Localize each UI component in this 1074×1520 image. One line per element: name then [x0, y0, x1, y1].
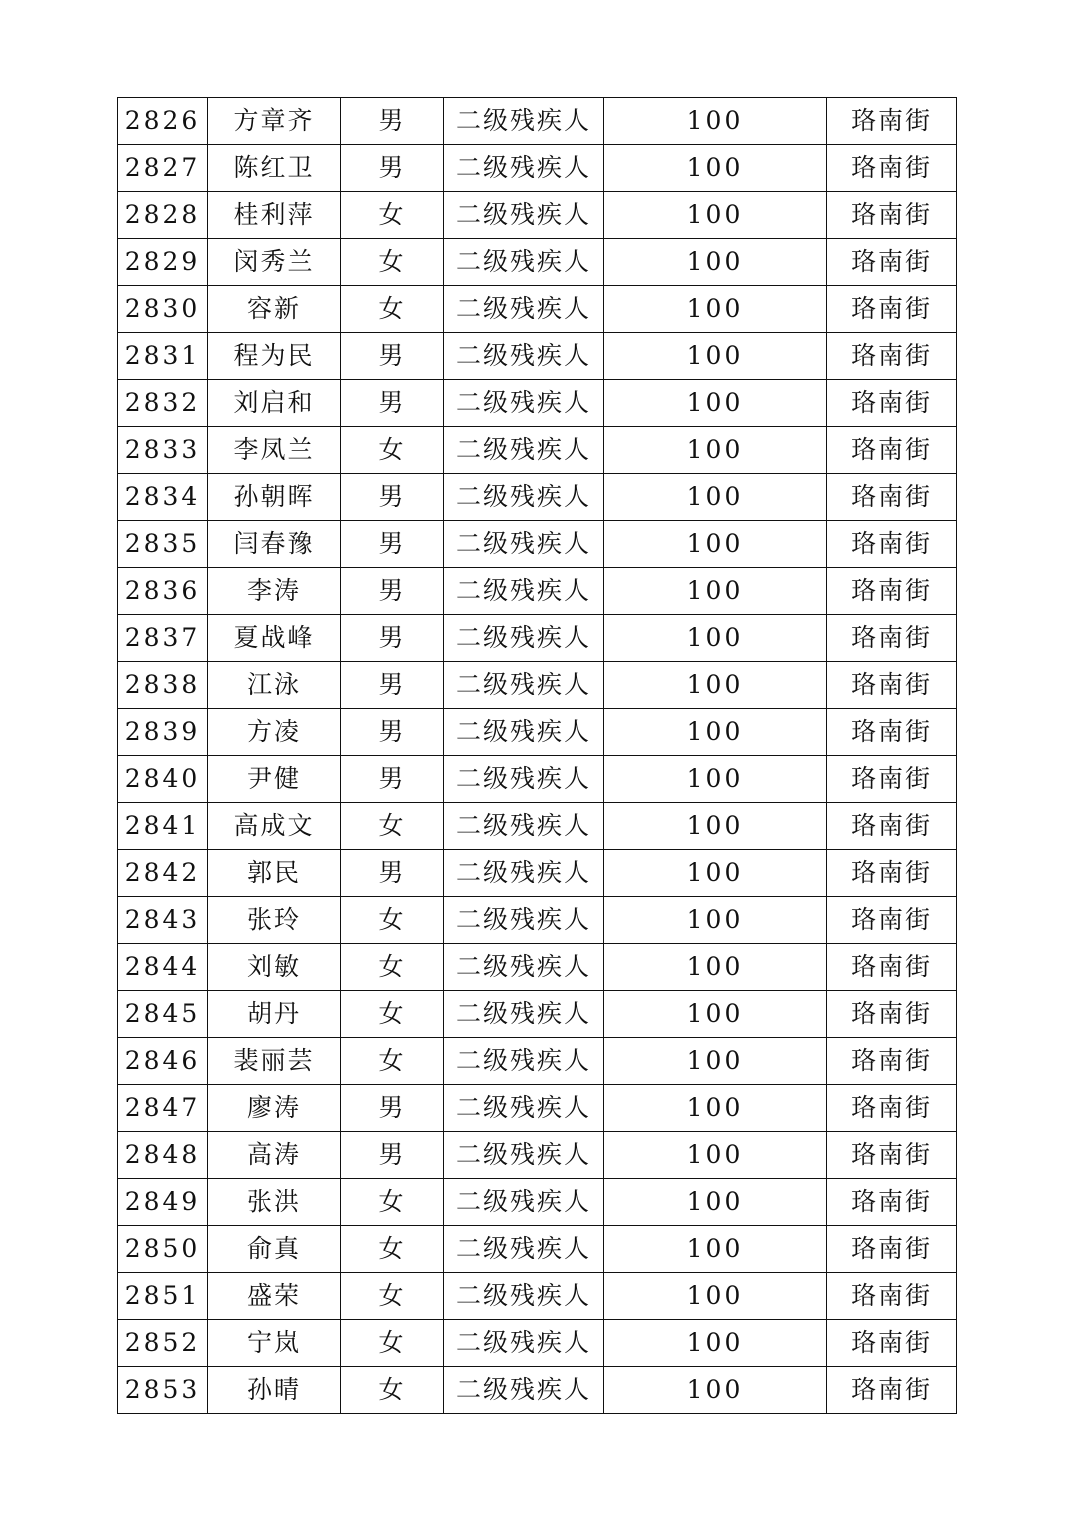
- gender-cell: 男: [341, 662, 444, 709]
- disability-level-cell: 二级残疾人: [444, 192, 604, 239]
- table-row: [118, 286, 957, 333]
- table-row: [118, 991, 957, 1038]
- street-cell: 珞南街: [827, 568, 957, 615]
- street-cell: 珞南街: [827, 1367, 957, 1414]
- disability-level-cell: 二级残疾人: [444, 1273, 604, 1320]
- amount-cell: 100: [604, 709, 827, 756]
- name-cell: 尹健: [208, 756, 341, 803]
- name-cell: 盛荣: [208, 1273, 341, 1320]
- row-number-cell: 2844: [118, 944, 208, 991]
- disability-level-cell: 二级残疾人: [444, 662, 604, 709]
- row-number-cell: 2832: [118, 380, 208, 427]
- amount-cell: 100: [604, 568, 827, 615]
- gender-cell: 男: [341, 756, 444, 803]
- amount-cell: 100: [604, 1085, 827, 1132]
- table-row: [118, 1367, 957, 1414]
- name-cell: 张洪: [208, 1179, 341, 1226]
- name-cell: 郭民: [208, 850, 341, 897]
- gender-cell: 男: [341, 709, 444, 756]
- street-cell: 珞南街: [827, 615, 957, 662]
- name-cell: 孙晴: [208, 1367, 341, 1414]
- table-row: [118, 850, 957, 897]
- disability-level-cell: 二级残疾人: [444, 1038, 604, 1085]
- amount-cell: 100: [604, 286, 827, 333]
- name-cell: 闫春豫: [208, 521, 341, 568]
- name-cell: 刘敏: [208, 944, 341, 991]
- row-number-cell: 2840: [118, 756, 208, 803]
- table-row: [118, 239, 957, 286]
- row-number-cell: 2848: [118, 1132, 208, 1179]
- gender-cell: 女: [341, 1273, 444, 1320]
- street-cell: 珞南街: [827, 897, 957, 944]
- name-cell: 陈红卫: [208, 145, 341, 192]
- gender-cell: 男: [341, 1085, 444, 1132]
- disability-level-cell: 二级残疾人: [444, 991, 604, 1038]
- row-number-cell: 2829: [118, 239, 208, 286]
- disability-level-cell: 二级残疾人: [444, 239, 604, 286]
- disability-level-cell: 二级残疾人: [444, 850, 604, 897]
- roster-table: [117, 97, 957, 1414]
- table-row: [118, 1132, 957, 1179]
- street-cell: 珞南街: [827, 239, 957, 286]
- table-row: [118, 709, 957, 756]
- gender-cell: 男: [341, 474, 444, 521]
- name-cell: 方章齐: [208, 98, 341, 145]
- gender-cell: 女: [341, 1226, 444, 1273]
- disability-level-cell: 二级残疾人: [444, 1320, 604, 1367]
- table-row: [118, 568, 957, 615]
- table-row: [118, 474, 957, 521]
- row-number-cell: 2851: [118, 1273, 208, 1320]
- name-cell: 高涛: [208, 1132, 341, 1179]
- gender-cell: 男: [341, 145, 444, 192]
- street-cell: 珞南街: [827, 662, 957, 709]
- street-cell: 珞南街: [827, 1085, 957, 1132]
- disability-level-cell: 二级残疾人: [444, 897, 604, 944]
- name-cell: 张玲: [208, 897, 341, 944]
- row-number-cell: 2827: [118, 145, 208, 192]
- row-number-cell: 2835: [118, 521, 208, 568]
- table-row: [118, 1179, 957, 1226]
- gender-cell: 女: [341, 1038, 444, 1085]
- gender-cell: 女: [341, 1179, 444, 1226]
- amount-cell: 100: [604, 1132, 827, 1179]
- amount-cell: 100: [604, 1273, 827, 1320]
- gender-cell: 女: [341, 192, 444, 239]
- table-row: [118, 944, 957, 991]
- amount-cell: 100: [604, 98, 827, 145]
- amount-cell: 100: [604, 1320, 827, 1367]
- amount-cell: 100: [604, 192, 827, 239]
- row-number-cell: 2833: [118, 427, 208, 474]
- street-cell: 珞南街: [827, 756, 957, 803]
- name-cell: 李凤兰: [208, 427, 341, 474]
- amount-cell: 100: [604, 145, 827, 192]
- name-cell: 裴丽芸: [208, 1038, 341, 1085]
- gender-cell: 男: [341, 850, 444, 897]
- row-number-cell: 2831: [118, 333, 208, 380]
- table-row: [118, 662, 957, 709]
- row-number-cell: 2841: [118, 803, 208, 850]
- row-number-cell: 2839: [118, 709, 208, 756]
- disability-level-cell: 二级残疾人: [444, 1226, 604, 1273]
- gender-cell: 女: [341, 427, 444, 474]
- row-number-cell: 2842: [118, 850, 208, 897]
- gender-cell: 女: [341, 239, 444, 286]
- roster-table-body: [118, 98, 957, 1414]
- disability-level-cell: 二级残疾人: [444, 98, 604, 145]
- name-cell: 李涛: [208, 568, 341, 615]
- name-cell: 桂利萍: [208, 192, 341, 239]
- row-number-cell: 2830: [118, 286, 208, 333]
- disability-level-cell: 二级残疾人: [444, 333, 604, 380]
- gender-cell: 男: [341, 521, 444, 568]
- disability-level-cell: 二级残疾人: [444, 1367, 604, 1414]
- table-row: [118, 756, 957, 803]
- amount-cell: 100: [604, 1367, 827, 1414]
- name-cell: 闵秀兰: [208, 239, 341, 286]
- gender-cell: 女: [341, 897, 444, 944]
- name-cell: 宁岚: [208, 1320, 341, 1367]
- amount-cell: 100: [604, 991, 827, 1038]
- table-row: [118, 427, 957, 474]
- row-number-cell: 2834: [118, 474, 208, 521]
- row-number-cell: 2828: [118, 192, 208, 239]
- gender-cell: 女: [341, 1367, 444, 1414]
- amount-cell: 100: [604, 427, 827, 474]
- disability-level-cell: 二级残疾人: [444, 521, 604, 568]
- street-cell: 珞南街: [827, 850, 957, 897]
- table-row: [118, 98, 957, 145]
- name-cell: 廖涛: [208, 1085, 341, 1132]
- table-row: [118, 192, 957, 239]
- street-cell: 珞南街: [827, 98, 957, 145]
- table-row: [118, 803, 957, 850]
- gender-cell: 女: [341, 1320, 444, 1367]
- street-cell: 珞南街: [827, 192, 957, 239]
- amount-cell: 100: [604, 615, 827, 662]
- street-cell: 珞南街: [827, 1132, 957, 1179]
- disability-level-cell: 二级残疾人: [444, 944, 604, 991]
- disability-level-cell: 二级残疾人: [444, 145, 604, 192]
- street-cell: 珞南街: [827, 521, 957, 568]
- table-row: [118, 1226, 957, 1273]
- disability-level-cell: 二级残疾人: [444, 380, 604, 427]
- row-number-cell: 2826: [118, 98, 208, 145]
- table-row: [118, 1085, 957, 1132]
- name-cell: 高成文: [208, 803, 341, 850]
- name-cell: 刘启和: [208, 380, 341, 427]
- amount-cell: 100: [604, 474, 827, 521]
- street-cell: 珞南街: [827, 803, 957, 850]
- gender-cell: 女: [341, 803, 444, 850]
- table-row: [118, 897, 957, 944]
- gender-cell: 女: [341, 944, 444, 991]
- name-cell: 程为民: [208, 333, 341, 380]
- row-number-cell: 2836: [118, 568, 208, 615]
- row-number-cell: 2845: [118, 991, 208, 1038]
- disability-level-cell: 二级残疾人: [444, 756, 604, 803]
- street-cell: 珞南街: [827, 1179, 957, 1226]
- amount-cell: 100: [604, 803, 827, 850]
- amount-cell: 100: [604, 239, 827, 286]
- street-cell: 珞南街: [827, 474, 957, 521]
- row-number-cell: 2850: [118, 1226, 208, 1273]
- name-cell: 胡丹: [208, 991, 341, 1038]
- disability-level-cell: 二级残疾人: [444, 1132, 604, 1179]
- street-cell: 珞南街: [827, 145, 957, 192]
- disability-level-cell: 二级残疾人: [444, 709, 604, 756]
- amount-cell: 100: [604, 1226, 827, 1273]
- street-cell: 珞南街: [827, 333, 957, 380]
- row-number-cell: 2852: [118, 1320, 208, 1367]
- amount-cell: 100: [604, 756, 827, 803]
- table-row: [118, 1038, 957, 1085]
- street-cell: 珞南街: [827, 286, 957, 333]
- disability-level-cell: 二级残疾人: [444, 286, 604, 333]
- table-row: [118, 380, 957, 427]
- street-cell: 珞南街: [827, 1038, 957, 1085]
- amount-cell: 100: [604, 850, 827, 897]
- disability-level-cell: 二级残疾人: [444, 568, 604, 615]
- table-row: [118, 1320, 957, 1367]
- gender-cell: 女: [341, 991, 444, 1038]
- disability-level-cell: 二级残疾人: [444, 615, 604, 662]
- gender-cell: 男: [341, 1132, 444, 1179]
- row-number-cell: 2843: [118, 897, 208, 944]
- row-number-cell: 2846: [118, 1038, 208, 1085]
- gender-cell: 男: [341, 615, 444, 662]
- table-row: [118, 145, 957, 192]
- name-cell: 俞真: [208, 1226, 341, 1273]
- row-number-cell: 2847: [118, 1085, 208, 1132]
- amount-cell: 100: [604, 333, 827, 380]
- gender-cell: 男: [341, 568, 444, 615]
- table-row: [118, 521, 957, 568]
- disability-level-cell: 二级残疾人: [444, 427, 604, 474]
- amount-cell: 100: [604, 521, 827, 568]
- disability-level-cell: 二级残疾人: [444, 1179, 604, 1226]
- row-number-cell: 2838: [118, 662, 208, 709]
- name-cell: 江泳: [208, 662, 341, 709]
- street-cell: 珞南街: [827, 1273, 957, 1320]
- name-cell: 容新: [208, 286, 341, 333]
- table-row: [118, 333, 957, 380]
- street-cell: 珞南街: [827, 991, 957, 1038]
- name-cell: 夏战峰: [208, 615, 341, 662]
- amount-cell: 100: [604, 380, 827, 427]
- gender-cell: 男: [341, 380, 444, 427]
- street-cell: 珞南街: [827, 709, 957, 756]
- row-number-cell: 2849: [118, 1179, 208, 1226]
- gender-cell: 女: [341, 286, 444, 333]
- row-number-cell: 2837: [118, 615, 208, 662]
- disability-level-cell: 二级残疾人: [444, 474, 604, 521]
- street-cell: 珞南街: [827, 1226, 957, 1273]
- amount-cell: 100: [604, 1038, 827, 1085]
- name-cell: 方凌: [208, 709, 341, 756]
- street-cell: 珞南街: [827, 1320, 957, 1367]
- gender-cell: 男: [341, 333, 444, 380]
- table-row: [118, 615, 957, 662]
- street-cell: 珞南街: [827, 944, 957, 991]
- amount-cell: 100: [604, 944, 827, 991]
- amount-cell: 100: [604, 897, 827, 944]
- disability-level-cell: 二级残疾人: [444, 803, 604, 850]
- disability-level-cell: 二级残疾人: [444, 1085, 604, 1132]
- table-row: [118, 1273, 957, 1320]
- street-cell: 珞南街: [827, 427, 957, 474]
- street-cell: 珞南街: [827, 380, 957, 427]
- amount-cell: 100: [604, 662, 827, 709]
- row-number-cell: 2853: [118, 1367, 208, 1414]
- amount-cell: 100: [604, 1179, 827, 1226]
- name-cell: 孙朝晖: [208, 474, 341, 521]
- gender-cell: 男: [341, 98, 444, 145]
